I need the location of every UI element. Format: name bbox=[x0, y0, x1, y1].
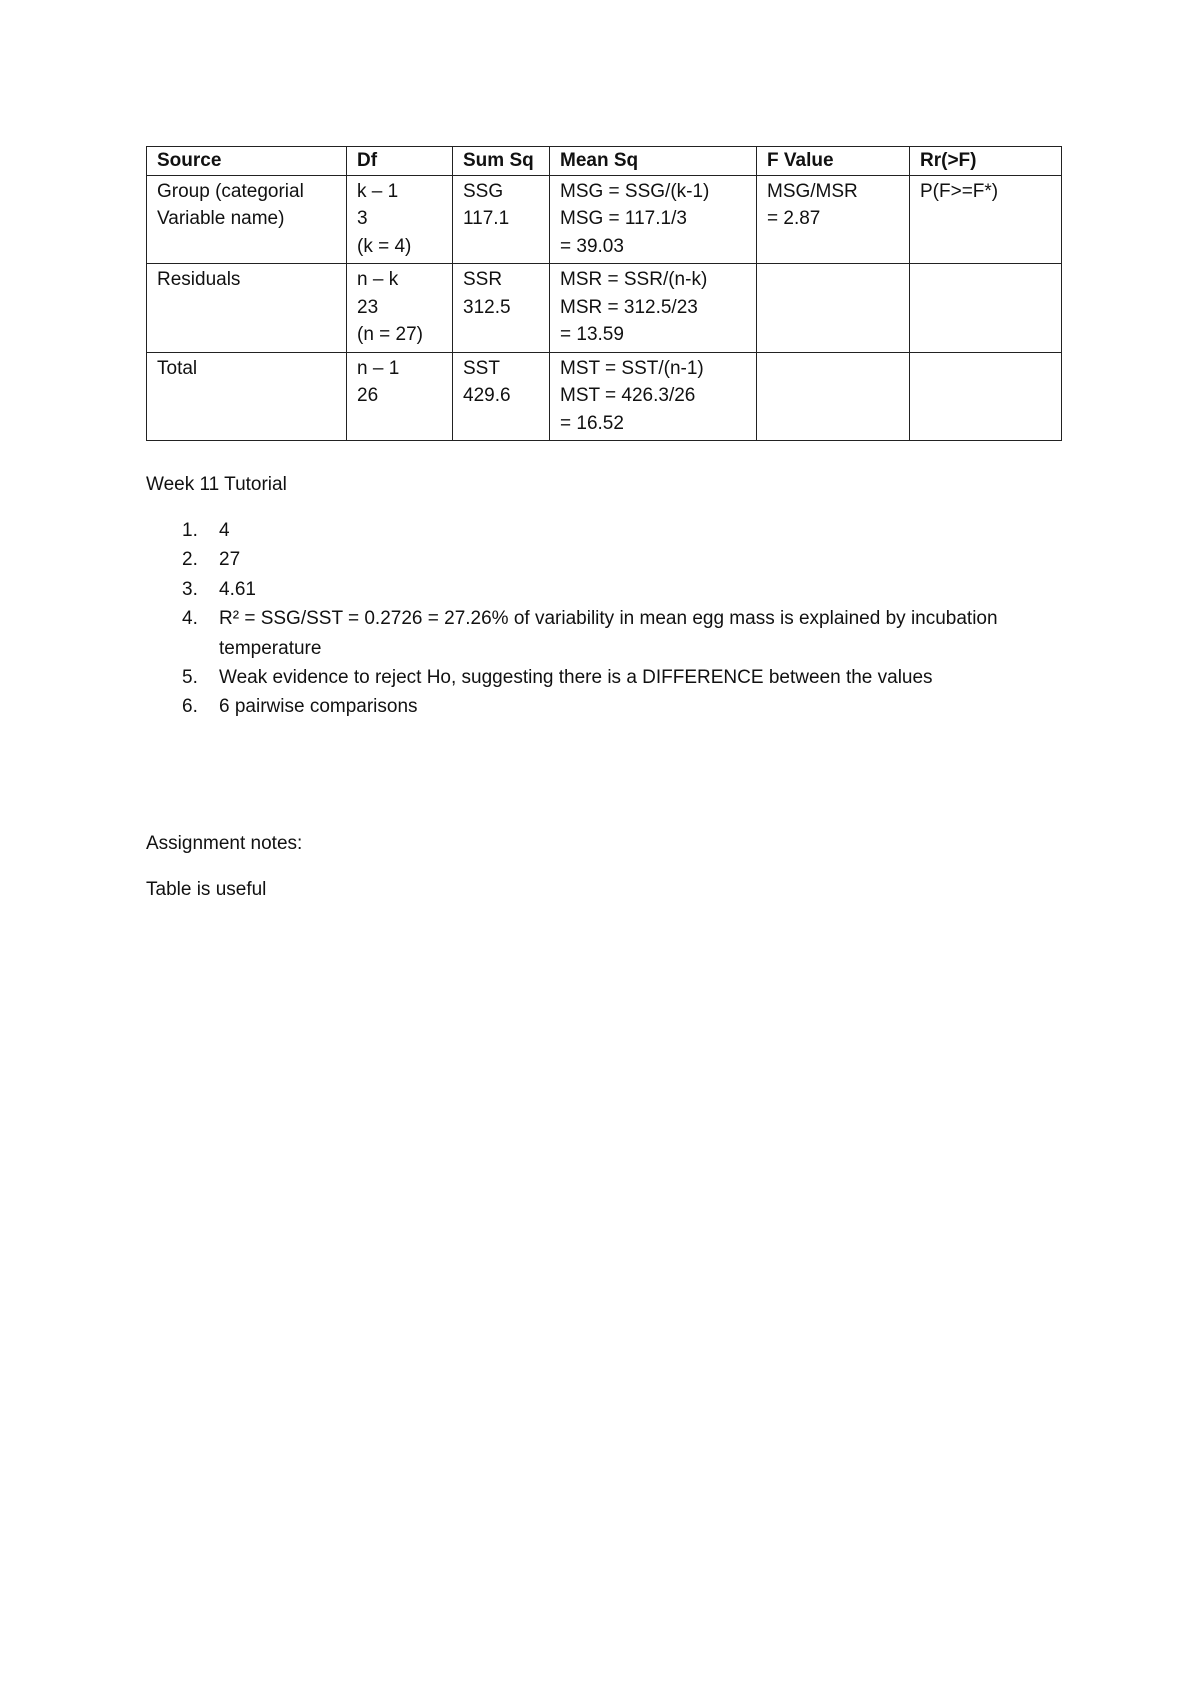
cell-df bbox=[347, 264, 453, 353]
header-source: Source bbox=[147, 147, 347, 176]
answer-list bbox=[146, 516, 1046, 722]
cell-line: Residuals bbox=[157, 269, 241, 290]
cell-source bbox=[147, 264, 347, 353]
cell-sum-sq bbox=[453, 175, 550, 264]
cell-line: MSR = SSR/(n-k) bbox=[560, 269, 708, 290]
cell-line: Total bbox=[157, 357, 198, 379]
cell-source bbox=[147, 352, 347, 441]
header-df: Df bbox=[347, 147, 453, 176]
cell-line: n – k bbox=[357, 269, 399, 290]
cell-line: 26 bbox=[357, 385, 379, 406]
cell-line: n – 1 bbox=[357, 357, 400, 379]
table-row bbox=[147, 264, 1062, 353]
notes-text: Table is useful bbox=[146, 879, 267, 900]
list-item-text: 27 bbox=[219, 549, 241, 571]
header-f-value: F Value bbox=[757, 147, 910, 176]
cell-sum-sq bbox=[453, 352, 550, 441]
cell-f-value bbox=[757, 352, 910, 441]
cell-line: = 2.87 bbox=[767, 208, 821, 229]
cell-line: P(F>=F*) bbox=[920, 180, 999, 202]
cell-line: 3 bbox=[357, 208, 368, 229]
list-item bbox=[146, 516, 1046, 545]
cell-mean-sq bbox=[550, 175, 757, 264]
list-item bbox=[146, 604, 1046, 663]
cell-f-value bbox=[757, 175, 910, 264]
list-item bbox=[146, 663, 1046, 692]
section-heading: Week 11 Tutorial bbox=[146, 474, 287, 495]
cell-line: MSG/MSR bbox=[767, 180, 858, 202]
cell-line: SSG bbox=[463, 180, 504, 202]
cell-line: SSR bbox=[463, 269, 503, 290]
cell-line: 117.1 bbox=[463, 208, 510, 229]
cell-p-value bbox=[910, 352, 1062, 441]
table-row bbox=[147, 352, 1062, 441]
cell-line: = 39.03 bbox=[560, 235, 624, 257]
cell-mean-sq bbox=[550, 352, 757, 441]
list-item-text: Weak evidence to reject Ho, suggesting there is a DIFFERENCE between the values bbox=[219, 667, 933, 689]
notes-heading: Assignment notes: bbox=[146, 833, 303, 854]
cell-line: = 16.52 bbox=[560, 412, 624, 434]
cell-line: MSG = 117.1/3 bbox=[560, 208, 687, 229]
cell-source bbox=[147, 175, 347, 264]
cell-df bbox=[347, 175, 453, 264]
cell-line: 23 bbox=[357, 296, 379, 318]
cell-line: = 13.59 bbox=[560, 324, 624, 345]
cell-p-value bbox=[910, 175, 1062, 264]
anova-table bbox=[146, 146, 1062, 441]
cell-mean-sq bbox=[550, 264, 757, 353]
list-number: 2. bbox=[182, 549, 198, 571]
cell-line: MST = 426.3/26 bbox=[560, 385, 696, 406]
list-number: 6. bbox=[182, 696, 198, 718]
list-item-text: 4 bbox=[219, 520, 230, 541]
cell-line: (k = 4) bbox=[357, 235, 412, 257]
cell-line: 312.5 bbox=[463, 296, 511, 318]
header-p-value: Rr(>F) bbox=[910, 147, 1062, 176]
table-header-row bbox=[147, 147, 1062, 176]
list-item-text: R² = SSG/SST = 0.2726 = 27.26% of variability in mean egg mass is explained by incubation temperature bbox=[219, 608, 998, 659]
list-item-text: 4.61 bbox=[219, 578, 256, 600]
list-number: 3. bbox=[182, 578, 198, 600]
list-number: 1. bbox=[182, 520, 198, 541]
cell-line: MST = SST/(n-1) bbox=[560, 357, 704, 379]
cell-f-value bbox=[757, 264, 910, 353]
cell-df bbox=[347, 352, 453, 441]
cell-line: (n = 27) bbox=[357, 324, 424, 345]
list-item-text: 6 pairwise comparisons bbox=[219, 696, 418, 718]
header-mean-sq: Mean Sq bbox=[550, 147, 757, 176]
cell-sum-sq bbox=[453, 264, 550, 353]
list-item bbox=[146, 545, 1046, 574]
list-number: 4. bbox=[182, 608, 198, 630]
cell-line: k – 1 bbox=[357, 180, 399, 202]
list-item bbox=[146, 692, 1046, 721]
cell-p-value bbox=[910, 264, 1062, 353]
list-item bbox=[146, 575, 1046, 604]
cell-line: Group (categorial bbox=[157, 180, 304, 202]
table-row bbox=[147, 175, 1062, 264]
cell-line: 429.6 bbox=[463, 385, 511, 406]
list-number: 5. bbox=[182, 667, 198, 689]
cell-line: Variable name) bbox=[157, 208, 285, 229]
header-sum-sq: Sum Sq bbox=[453, 147, 550, 176]
cell-line: MSR = 312.5/23 bbox=[560, 296, 698, 318]
cell-line: MSG = SSG/(k-1) bbox=[560, 180, 710, 202]
cell-line: SST bbox=[463, 357, 500, 379]
